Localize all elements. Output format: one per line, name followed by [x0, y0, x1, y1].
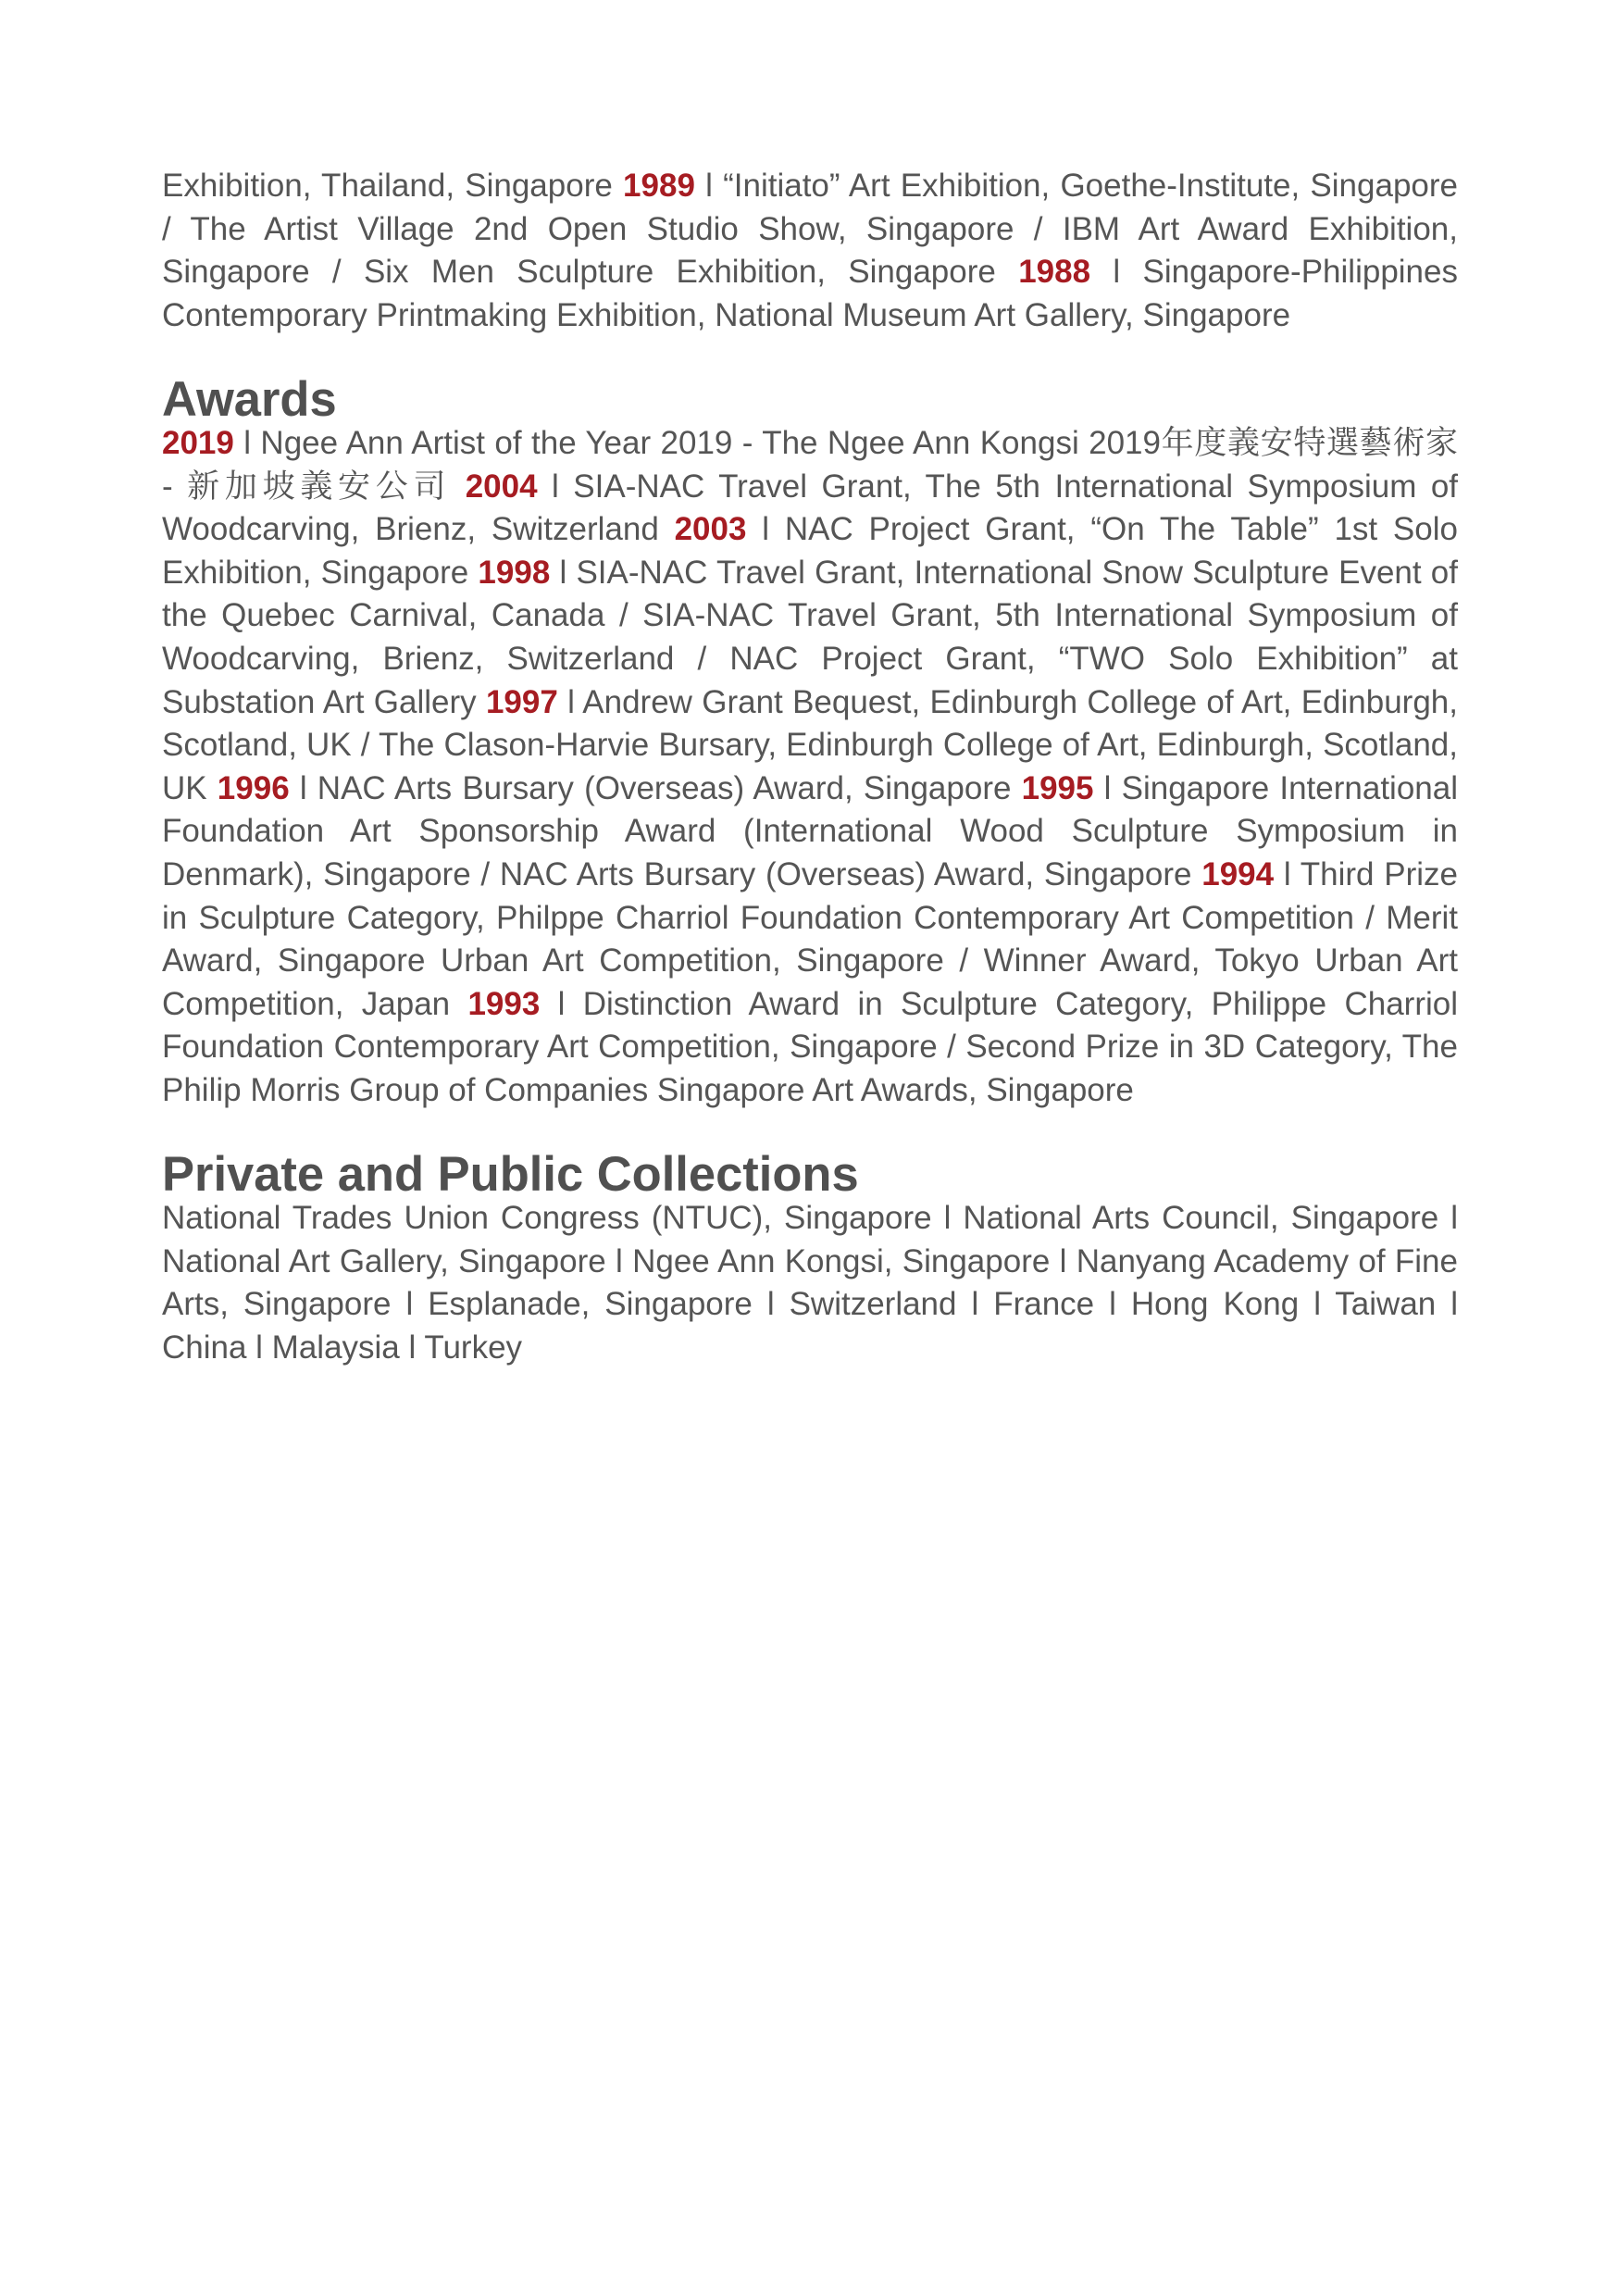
year-label: 1995 — [1021, 769, 1094, 806]
text-segment: l “Initiato” Art Exhibition, Goethe-Institute, Singapore / The Artist Village 2nd Open Studio Show, Singapore / IBM Art Award Exhibition, Singapore / Six Men Sculpture Exhibition, Singapore — [162, 168, 1459, 291]
text-segment: l Ngee Ann Artist of the Year 2019 - The Ngee Ann Kongsi 2019年度義安特選藝術家 - 新加坡義安公司 — [162, 424, 1458, 505]
year-label: 1998 — [478, 554, 551, 591]
document-page — [162, 165, 1458, 1369]
awards-paragraph — [162, 422, 1458, 1113]
collections-heading: Private and Public Collections — [162, 1147, 859, 1203]
text-segment: l SIA-NAC Travel Grant, The 5th International Symposium of Woodcarving, Brienz, Switzerland — [162, 468, 1459, 548]
text-segment: l Third Prize in Sculpture Category, Philppe Charriol Foundation Contemporary Art Competition / Merit Award, Singapore Urban Art Competition, Singapore / Winner Award, Tokyo Urban Art Competition, Japan — [162, 855, 1458, 1022]
year-label: 1988 — [1018, 254, 1091, 291]
text-segment: l Andrew Grant Bequest, Edinburgh College of Art, Edinburgh, Scotland, UK / The Clason-Harvie Bursary, Edinburgh College of Art, Edinburgh, Scotland, UK — [162, 683, 1458, 806]
year-label: 1993 — [467, 985, 541, 1022]
year-label: 2003 — [674, 511, 747, 548]
awards-heading: Awards — [162, 372, 337, 428]
text-segment: l Distinction Award in Sculpture Category, Philippe Charriol Foundation Contemporary Art Competition, Singapore / Second Prize in 3D Category, The Philip Morris Group of Companies Singapore Art Awards, Singapore — [162, 985, 1458, 1108]
text-segment: l Singapore International Foundation Art Sponsorship Award (International Wood Sculpture Symposium in Denmark), Singapore / NAC Arts Bursary (Overseas) Award, Singapore — [162, 769, 1458, 892]
year-label: 1997 — [485, 683, 558, 720]
text-segment: l NAC Project Grant, “On The Table” 1st Solo Exhibition, Singapore — [162, 511, 1458, 591]
text-segment: l SIA-NAC Travel Grant, International Snow Sculpture Event of the Quebec Carnival, Canada / SIA-NAC Travel Grant, 5th International Symposium of Woodcarving, Brienz, Switzerland / NAC Project Grant, “TWO Solo Exhibition” at Substation Art Gallery — [162, 554, 1458, 720]
text-segment: l Singapore-Philippines Contemporary Printmaking Exhibition, National Museum Art Gallery, Singapore — [162, 254, 1458, 333]
text-segment: l NAC Arts Bursary (Overseas) Award, Singapore — [289, 769, 1022, 806]
collections-paragraph: National Trades Union Congress (NTUC), Singapore l National Arts Council, Singapore l National Art Gallery, Singapore l Ngee Ann Kongsi, Singapore l Nanyang Academy of Fine Arts, Singapore l Esplanade, Singapore l Switzerland l France l Hong Kong l Taiwan l China l Malaysia l Turkey — [162, 1200, 1458, 1366]
collections-section — [162, 1147, 1458, 1369]
text-segment: Exhibition, Thailand, Singapore — [162, 168, 624, 204]
year-label: 1989 — [623, 168, 695, 204]
awards-section — [162, 372, 1459, 1112]
year-label: 1994 — [1201, 855, 1275, 892]
exhibitions-continued-paragraph — [162, 165, 1458, 337]
year-label: 2004 — [465, 468, 538, 505]
year-label: 2019 — [162, 424, 234, 461]
year-label: 1996 — [217, 769, 290, 806]
